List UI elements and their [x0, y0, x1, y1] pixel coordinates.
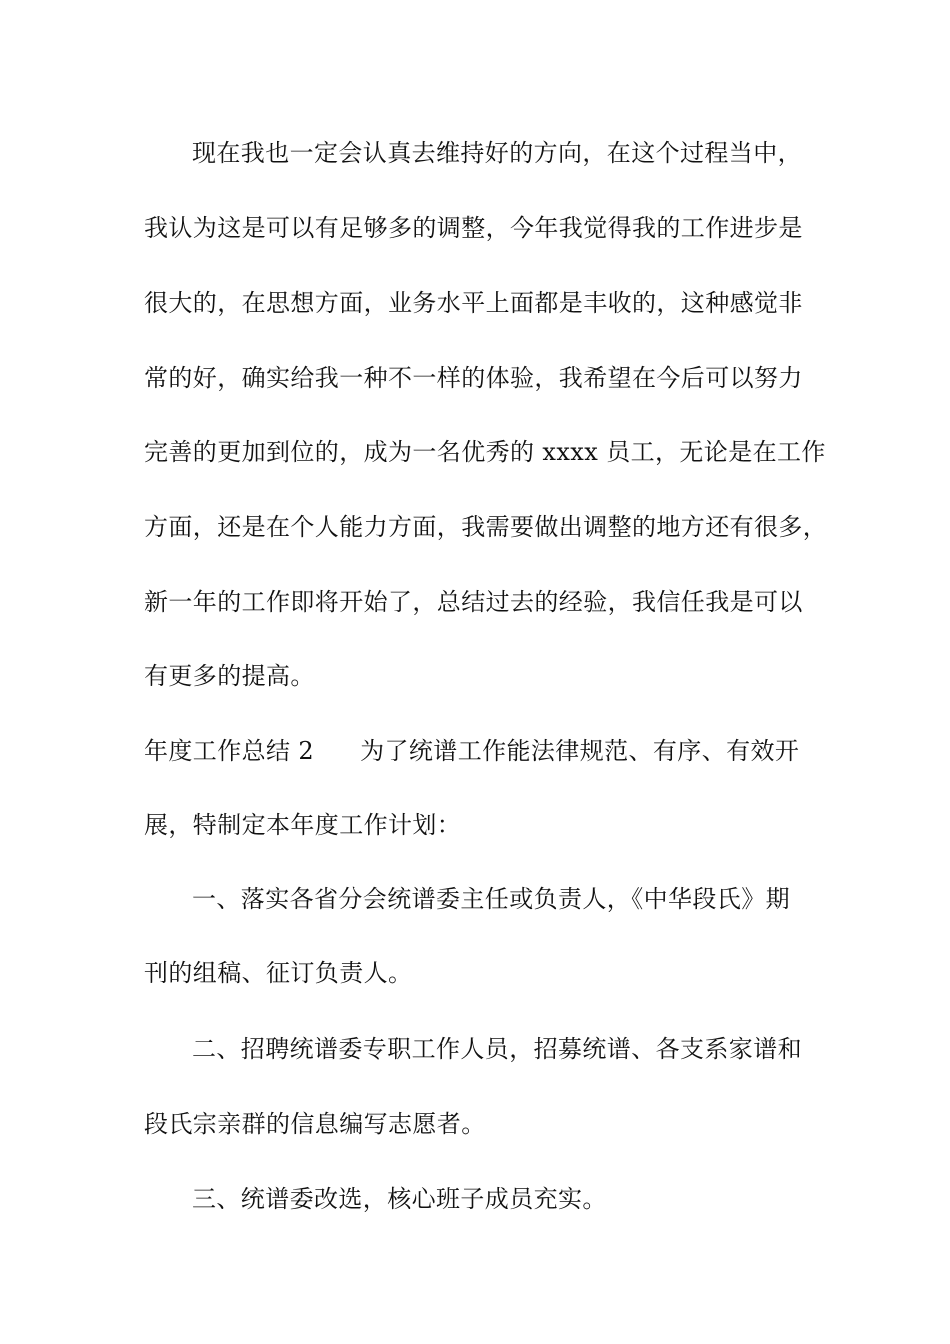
list-item-1: 一、落实各省分会统谱委主任或负责人，《中华段氏》期 [192, 885, 790, 913]
section-intro: 为了统谱工作能法律规范、有序、有效开 [360, 737, 800, 765]
list-item-2: 二、招聘统谱委专职工作人员，招募统谱、各支系家谱和 [192, 1035, 802, 1063]
paragraph-line: 我认为这是可以有足够多的调整，今年我觉得我的工作进步是 [144, 214, 803, 242]
paragraph-line: 刊的组稿、征订负责人。 [144, 959, 413, 987]
paragraph-line: 展，特制定本年度工作计划： [144, 811, 462, 839]
paragraph-line: 段氏宗亲群的信息编写志愿者。 [144, 1110, 486, 1138]
paragraph-line: 常的好，确实给我一种不一样的体验，我希望在今后可以努力 [144, 364, 803, 392]
section-heading: 年度工作总结 2 [144, 737, 315, 765]
section-heading-line [144, 736, 844, 766]
paragraph-line: 方面，还是在个人能力方面，我需要做出调整的地方还有很多， [144, 513, 828, 541]
paragraph-line: 新一年的工作即将开始了，总结过去的经验，我信任我是可以 [144, 588, 803, 616]
paragraph-line: 完善的更加到位的，成为一名优秀的 xxxx 员工，无论是在工作 [144, 438, 826, 466]
paragraph-line: 有更多的提高。 [144, 662, 315, 690]
list-item-3: 三、统谱委改选，核心班子成员充实。 [192, 1185, 607, 1213]
paragraph-line: 很大的，在思想方面，业务水平上面都是丰收的，这种感觉非 [144, 289, 803, 317]
paragraph-line: 现在我也一定会认真去维持好的方向，在这个过程当中， [192, 139, 802, 167]
